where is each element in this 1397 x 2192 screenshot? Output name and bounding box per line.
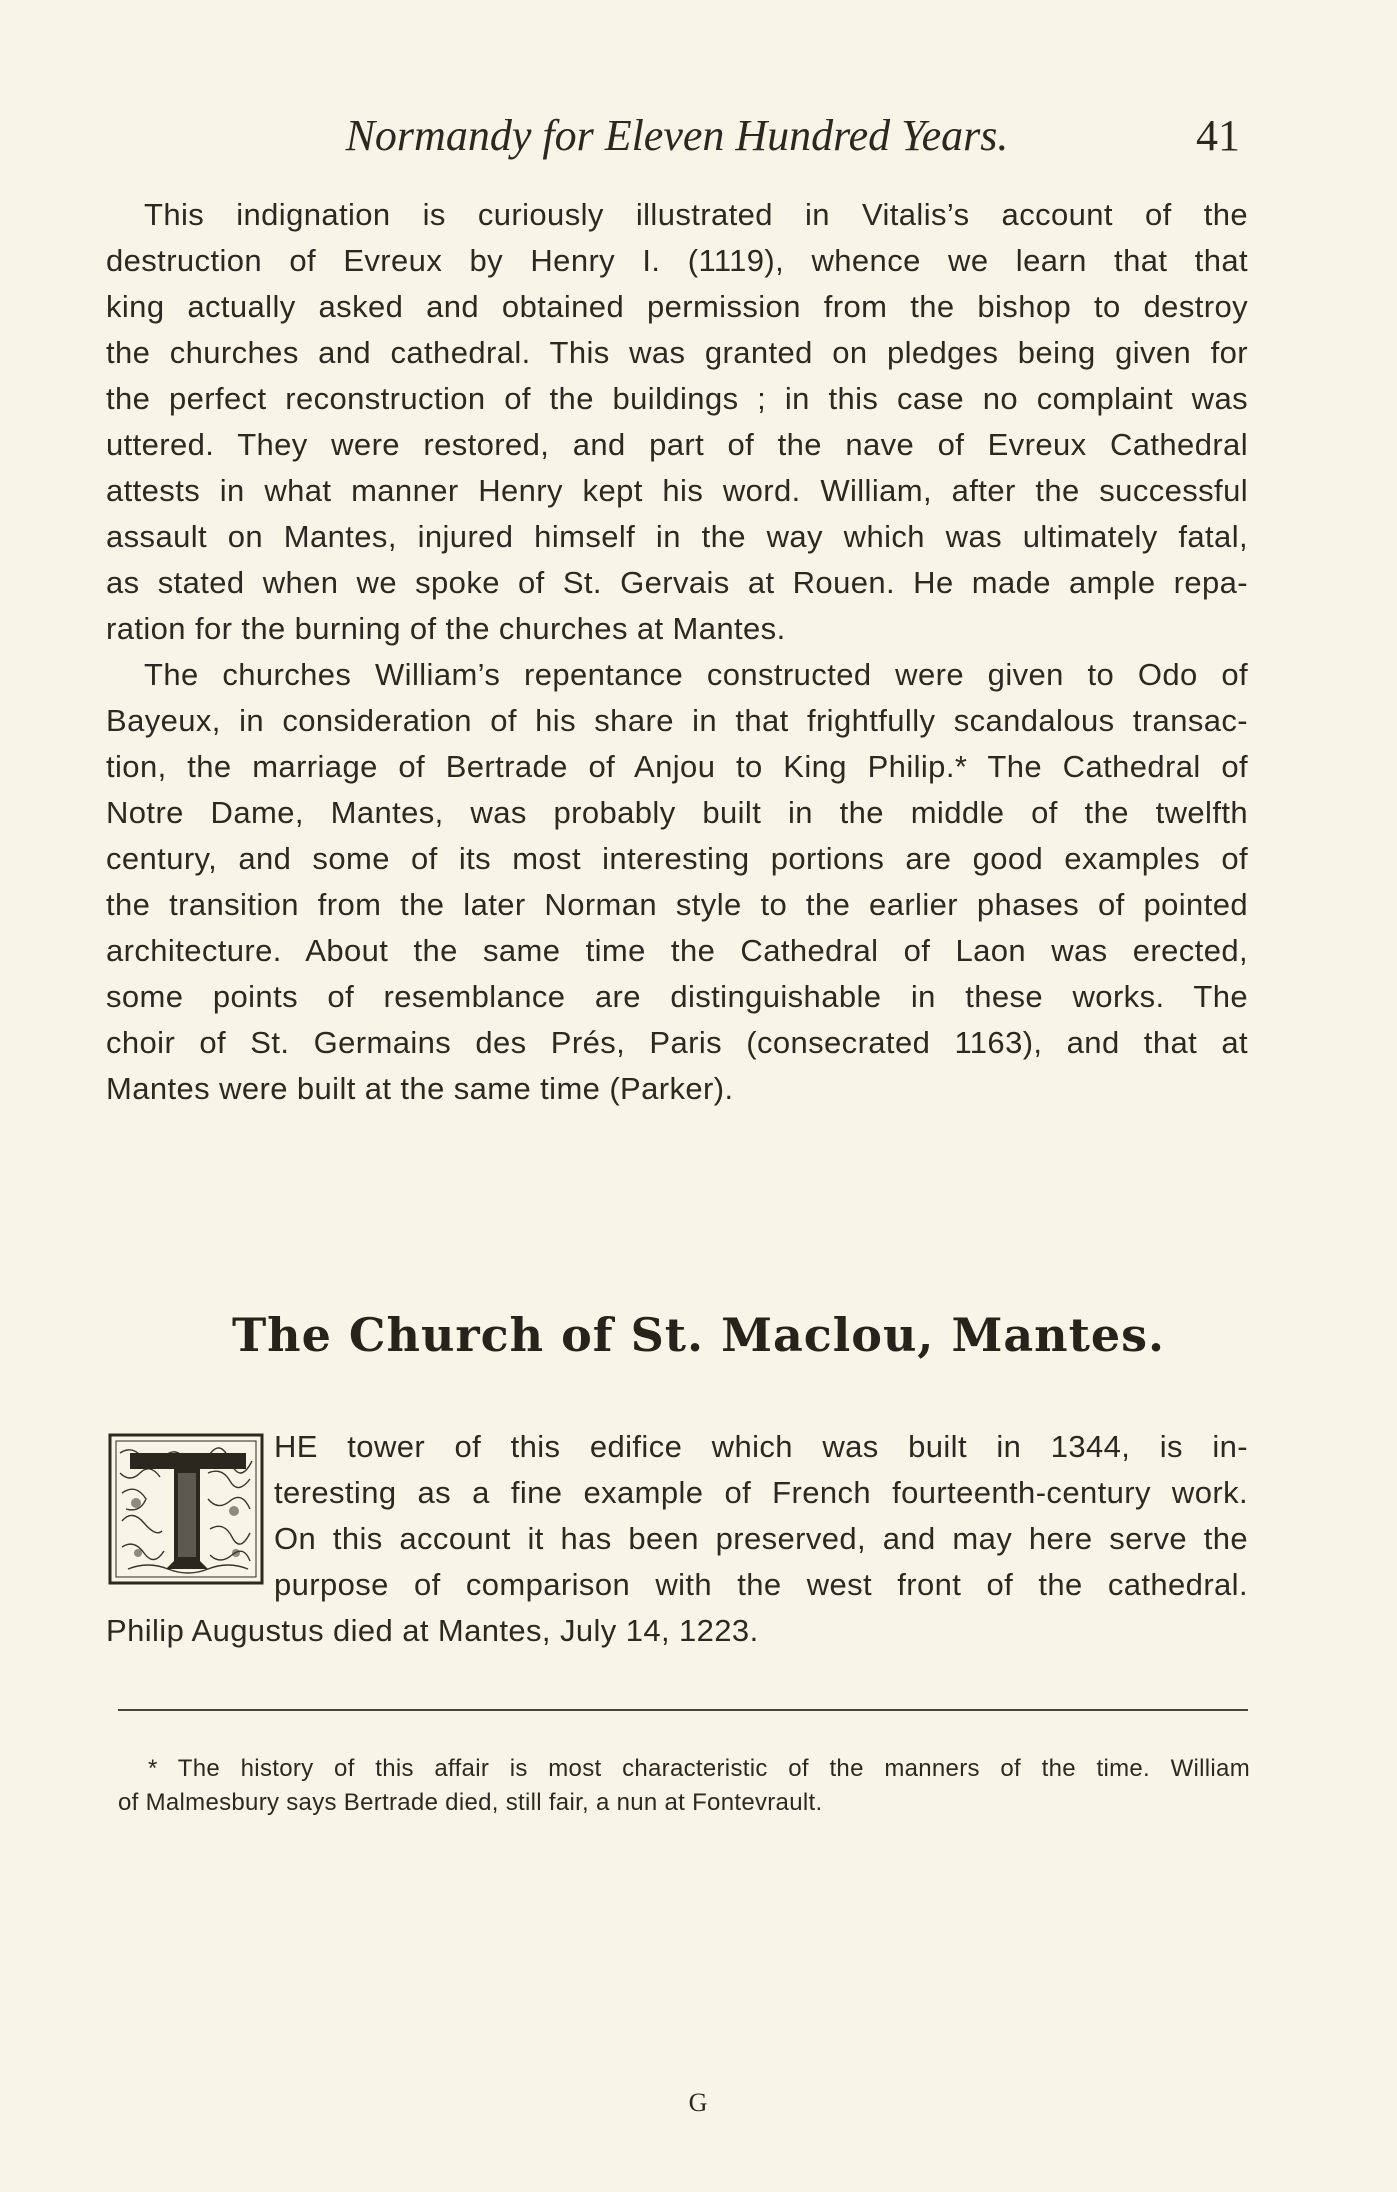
text-line: the transition from the later Norman style to the earlier phases of pointed [106, 887, 1248, 922]
signature-mark: G [688, 2088, 709, 2117]
paragraph-2 [106, 652, 1248, 1112]
footnote-line: * The history of this affair is most characteristic of the manners of the time. William [148, 1755, 1250, 1782]
text-line: destruction of Evreux by Henry I. (1119), whence we learn that that [106, 243, 1248, 278]
paragraph-1 [106, 192, 1248, 652]
footnote-rule [118, 1709, 1248, 1711]
text-line: as stated when we spoke of St. Gervais at Rouen. He made ample repa- [106, 565, 1248, 600]
page-number: 41 [1196, 111, 1240, 160]
running-head [104, 108, 1250, 164]
text-line: On this account it has been preserved, and may here serve the [274, 1521, 1248, 1556]
text-line: purpose of comparison with the west front of the cathedral. [274, 1567, 1248, 1602]
text-line: uttered. They were restored, and part of the nave of Evreux Cathedral [106, 427, 1248, 462]
text-line: the churches and cathedral. This was granted on pledges being given for [106, 335, 1248, 370]
text-line: the perfect reconstruction of the buildings ; in this case no complaint was [106, 381, 1248, 416]
text-line: some points of resemblance are distinguishable in these works. The [106, 979, 1248, 1014]
text-line: Philip Augustus died at Mantes, July 14, 1223. [106, 1613, 759, 1648]
footnote-line: of Malmesbury says Bertrade died, still fair, a nun at Fontevrault. [118, 1789, 823, 1816]
text-line: The churches William’s repentance constructed were given to Odo of [144, 657, 1248, 692]
text-line: tion, the marriage of Bertrade of Anjou to King Philip.* The Cathedral of [106, 749, 1248, 784]
text-line: Notre Dame, Mantes, was probably built in the middle of the twelfth [106, 795, 1248, 830]
text-line: This indignation is curiously illustrated in Vitalis’s account of the [144, 197, 1248, 232]
text-line: assault on Mantes, injured himself in the way which was ultimately fatal, [106, 519, 1248, 554]
text-line: HE tower of this edifice which was built in 1344, is in- [274, 1429, 1248, 1464]
body-text [106, 192, 1248, 1112]
section-paragraph [106, 1424, 1248, 1654]
text-line: teresting as a fine example of French fourteenth-century work. [274, 1475, 1248, 1510]
running-title: Normandy for Eleven Hundred Years. [345, 111, 1009, 160]
footnote [118, 1752, 1250, 1820]
text-line: ration for the burning of the churches at Mantes. [106, 611, 786, 646]
text-line: architecture. About the same time the Cathedral of Laon was erected, [106, 933, 1248, 968]
text-line: Mantes were built at the same time (Parker). [106, 1071, 734, 1106]
text-line: choir of St. Germains des Prés, Paris (consecrated 1163), and that at [106, 1025, 1248, 1060]
text-line: century, and some of its most interesting portions are good examples of [106, 841, 1248, 876]
text-line: attests in what manner Henry kept his word. William, after the successful [106, 473, 1248, 508]
section-heading: The Church of St. Maclou, Mantes. [231, 1308, 1166, 1362]
text-line: king actually asked and obtained permission from the bishop to destroy [106, 289, 1248, 324]
text-line: Bayeux, in consideration of his share in that frightfully scandalous transac- [106, 703, 1248, 738]
